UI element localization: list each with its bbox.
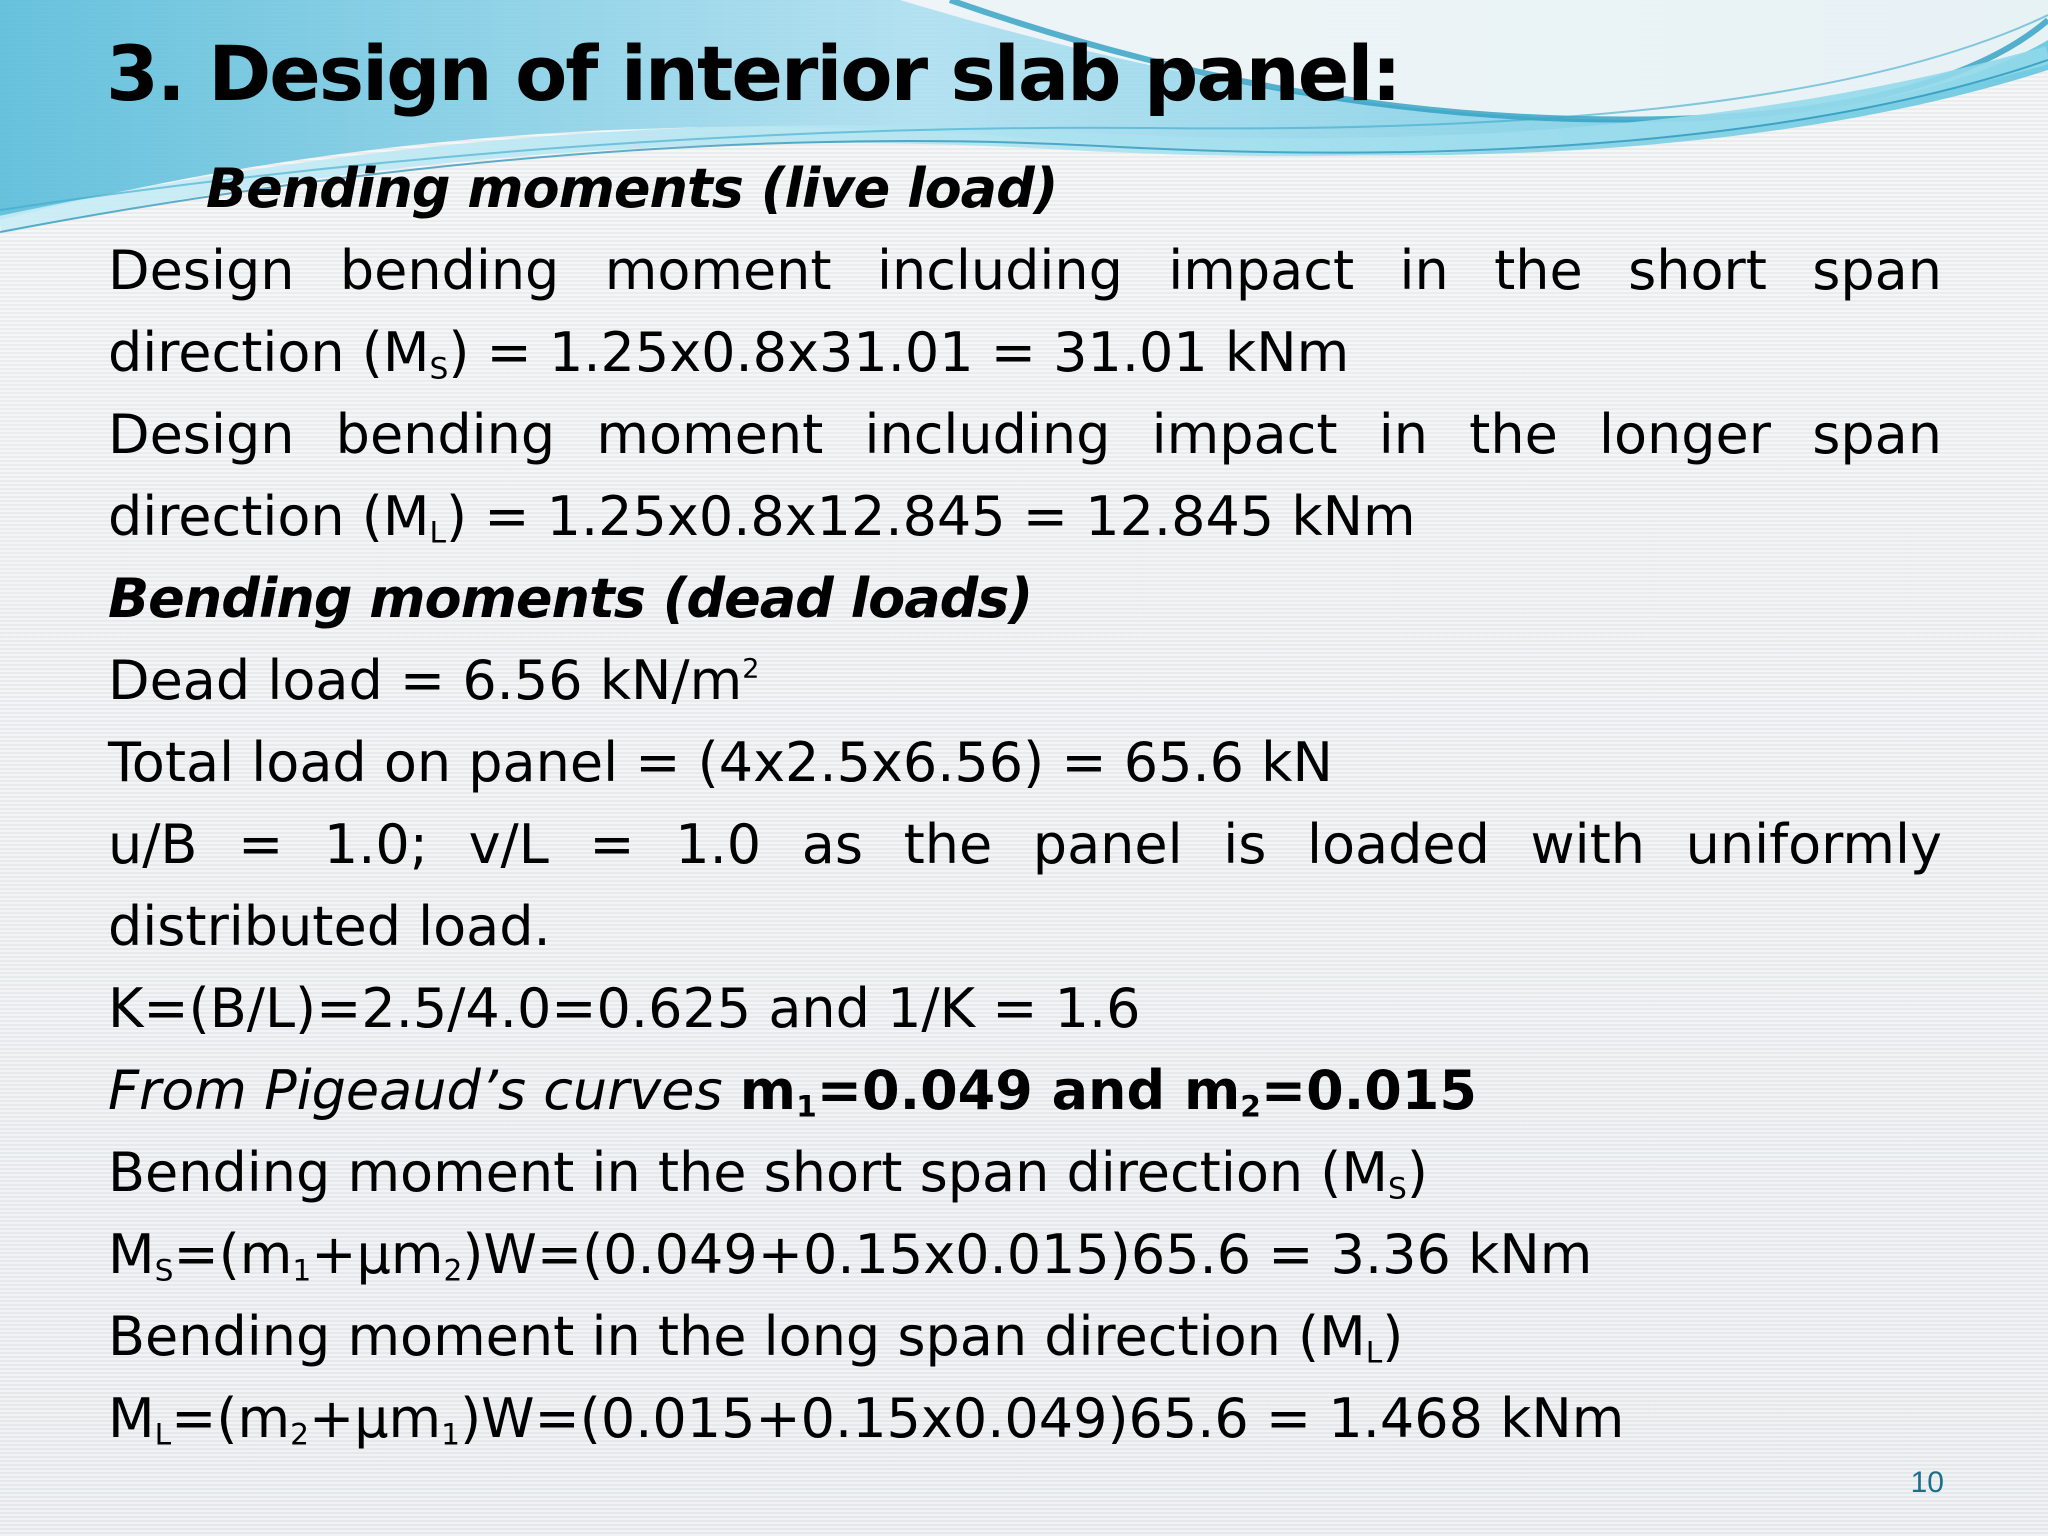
word: the [903,813,993,876]
line-short-span-heading: Bending moment in the short span direction $(M_S)$ [108,1141,1428,1207]
word: span [1812,239,1942,302]
word: in [1399,239,1449,302]
line-distributed-load: distributed load. [108,895,551,958]
line-long-span-heading: Bending moment in the long span direction $(M_L)$ [108,1305,1404,1371]
page-number: 10 [1910,1466,1944,1499]
line-dead-load: Dead load = 6.56 $kN/m^2$ [108,649,760,712]
word: moment [596,403,824,466]
word: bending [335,403,556,466]
word: loaded [1306,813,1490,876]
slide-body [108,148,1942,1460]
word: 1.0; [323,813,428,876]
word: panel [1032,813,1183,876]
word: short [1628,239,1767,302]
line-longer-span-moment: direction $(M_L) = 1.25x0.8x12.845 = 12.845$ kNm [108,485,1416,551]
slide-title: 3. Design of interior slab panel: [106,29,1400,118]
line-uB-vL-ratio [108,804,1942,886]
heading-live-load: Bending moments (live load) [206,157,1058,220]
word: with [1530,813,1646,876]
word: longer [1599,403,1771,466]
line-short-span-moment: direction $(M_S) = 1.25x0.8x31.01 = 31.01$ kNm [108,321,1350,387]
word: = [589,813,635,876]
line-ml-formula: $M_L=(m_2+\mu m_1)W=(0.015+0.15x0.049)65.6 = 1.468$ kNm [108,1387,1625,1453]
word: = [238,813,284,876]
word: the [1494,239,1583,302]
word: 1.0 [675,813,762,876]
heading-dead-loads: Bending moments (dead loads) [108,567,1033,630]
word: as [801,813,863,876]
word: including [864,403,1111,466]
line-k-ratio: K=(B/L)=2.5/4.0=0.625 and 1/K = 1.6 [108,977,1141,1040]
word: is [1223,813,1267,876]
word: impact [1151,403,1338,466]
line-ms-formula: $M_S=(m_1+\mu m_2)W=(0.049+0.15x0.015)65.6 = 3.36$ kNm [108,1223,1593,1289]
word: uniformly [1685,813,1942,876]
word: including [876,239,1123,302]
word: the [1469,403,1558,466]
word: impact [1168,239,1355,302]
word: span [1812,403,1942,466]
line-pigeaud-curves: From Pigeaud’s curves $m_1=0.049$ and $m_2=0.015$ [108,1059,1477,1125]
word: Design [108,403,295,466]
word: u/B [108,813,198,876]
line-design-short-span [108,230,1942,312]
word: v/L [468,813,549,876]
word: in [1378,403,1428,466]
word: bending [339,239,560,302]
line-design-longer-span [108,394,1942,476]
word: Design [108,239,295,302]
word: moment [604,239,832,302]
line-total-load: Total load on panel = (4x2.5x6.56) = 65.6 kN [108,731,1333,794]
